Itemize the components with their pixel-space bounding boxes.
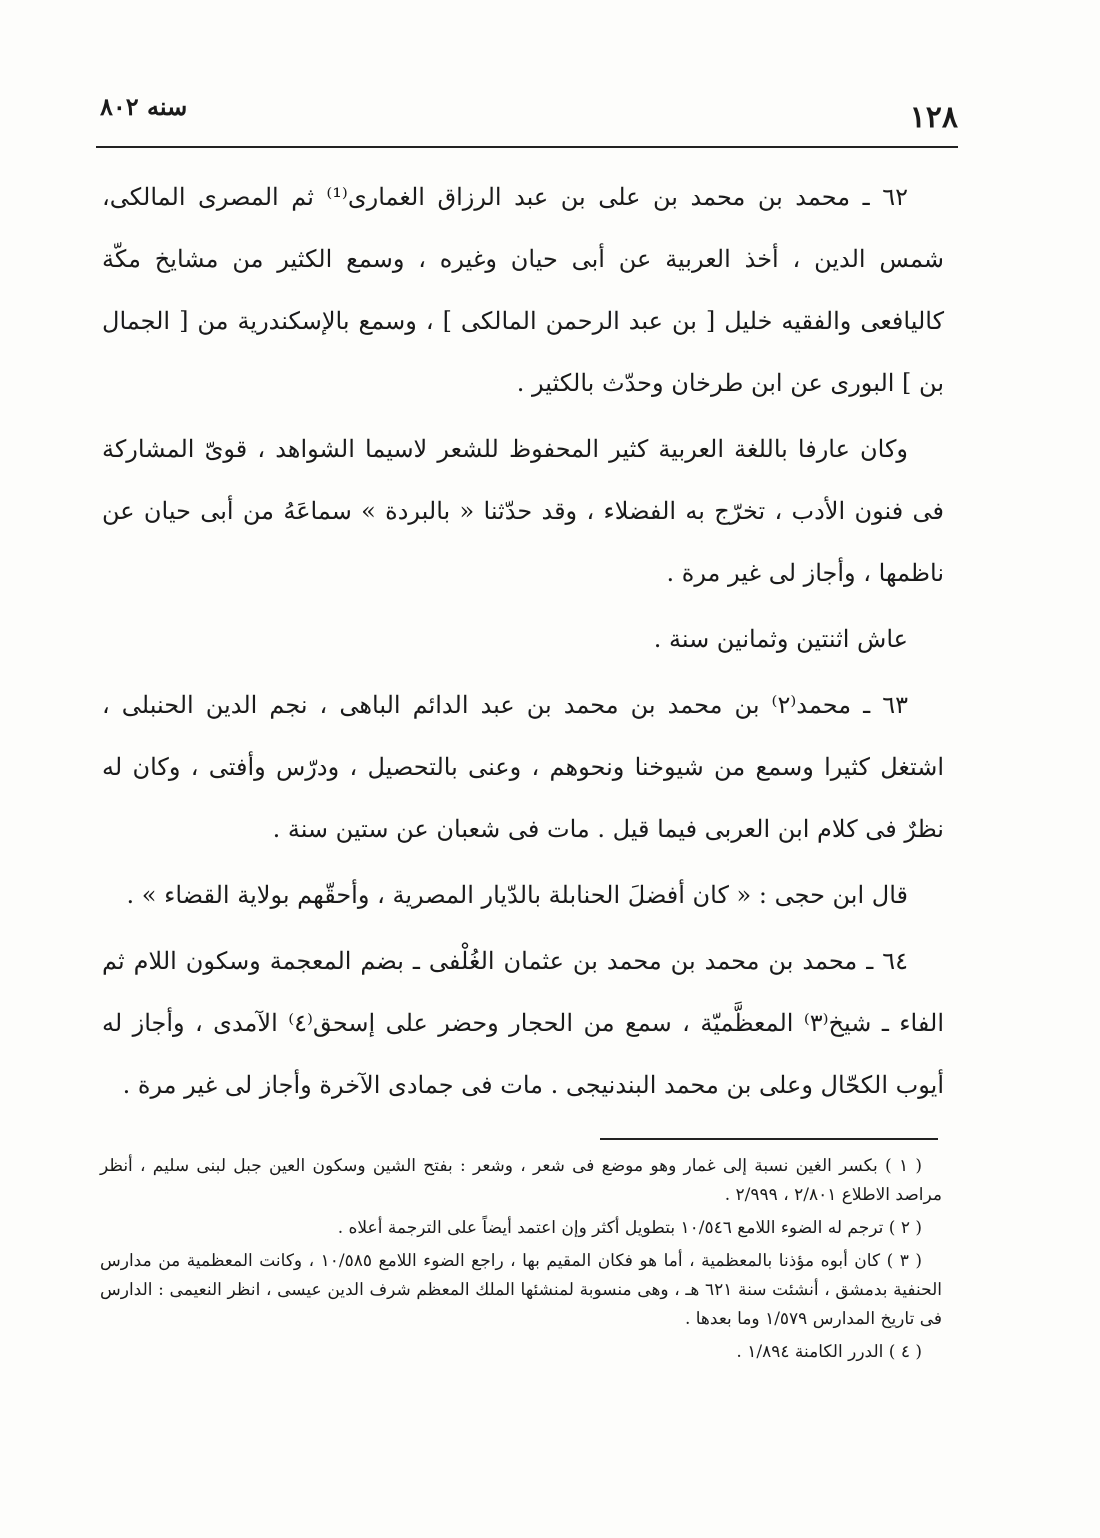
page-header <box>92 92 958 135</box>
footnote-4: ( ٤ ) الدرر الكامنة ١/٨٩٤ . <box>736 1342 922 1362</box>
footnote-2: ( ٢ ) ترجم له الضوء اللامع ١٠/٥٤٦ بتطويل أكثر وإن اعتمد أيضاً على الترجمة أعلاه . <box>337 1218 922 1238</box>
page-number: ١٢٨ <box>909 100 958 135</box>
footnote-1: ( ١ ) بكسر الغين نسبة إلى غمار وهو موضع فى شعر ، وشعر : بفتح الشين وسكون العين جبل لبنى سليم ، أنظر مراصد الاطلاع ٢/٨٠١ ، ٢/٩٩٩ . <box>100 1156 942 1205</box>
footnote-separator <box>600 1138 938 1140</box>
footnotes <box>100 1152 942 1371</box>
entry-62-paragraph: ٦٢ ـ محمد بن محمد بن على بن عبد الرزاق الغمارى⁽¹⁾ ثم المصرى المالكى، شمس الدين ، أخذ العربية عن أبى حيان وغيره ، وسمع الكثير من مشايخ مكّة كاليافعى والفقيه خليل [ بن عبد الرحمن المالكى ] ، وسمع بالإسكندرية من [ الجمال بن ] البورى عن ابن طرخان وحدّث بالكثير . <box>102 183 944 397</box>
footnote-3: ( ٣ ) كان أبوه مؤذنا بالمعظمية ، أما هو فكان المقيم بها ، راجع الضوء اللامع ١٠/٥٨٥ ، وكانت المعظمية من مدارس الحنفية بدمشق ، أنشئت سنة ٦٢١ هـ ، وهى منسوبة لمنشئها الملك المعظم شرف الدين عيسى ، انظر النعيمى : الدارس فى تاريخ المدارس ١/٥٧٩ وما بعدها . <box>100 1251 942 1329</box>
entry-62-age-at-death: عاش اثنتين وثمانين سنة . <box>653 625 908 653</box>
running-head-year: سنه ٨٠٢ <box>100 92 188 121</box>
entry-63-quote: قال ابن حجى : « كان أفضلَ الحنابلة بالدّيار المصرية ، وأحقّهم بولاية القضاء » . <box>126 881 908 909</box>
header-rule <box>96 146 958 148</box>
main-text <box>102 166 944 1120</box>
entry-64-paragraph: ٦٤ ـ محمد بن محمد بن محمد بن عثمان الغُلْفى ـ بضم المعجمة وسكون اللام ثم الفاء ـ شيخ⁽٣⁾ المعظَّميّة ، سمع من الحجار وحضر على إسحق⁽٤⁾ الآمدى ، وأجاز له أيوب الكحّال وعلى بن محمد البندنيجى . مات فى جمادى الآخرة وأجاز لى غير مرة . <box>102 947 944 1099</box>
entry-63-paragraph: ٦٣ ـ محمد⁽٢⁾ بن محمد بن محمد بن عبد الدائم الباهى ، نجم الدين الحنبلى ، اشتغل كثيرا وسمع من شيوخنا ونحوهم ، وعنى بالتحصيل ، ودرّس وأفتى ، وكان له نظرٌ فى كلام ابن العربى فيما قيل . مات فى شعبان عن ستين سنة . <box>102 691 944 843</box>
entry-62-continuation: وكان عارفا باللغة العربية كثير المحفوظ للشعر لاسيما الشواهد ، قوىّ المشاركة فى فنون الأدب ، تخرّج به الفضلاء ، وقد حدّثنا « بالبردة » سماعَهُ من أبى حيان عن ناظمها ، وأجاز لى غير مرة . <box>102 435 944 587</box>
